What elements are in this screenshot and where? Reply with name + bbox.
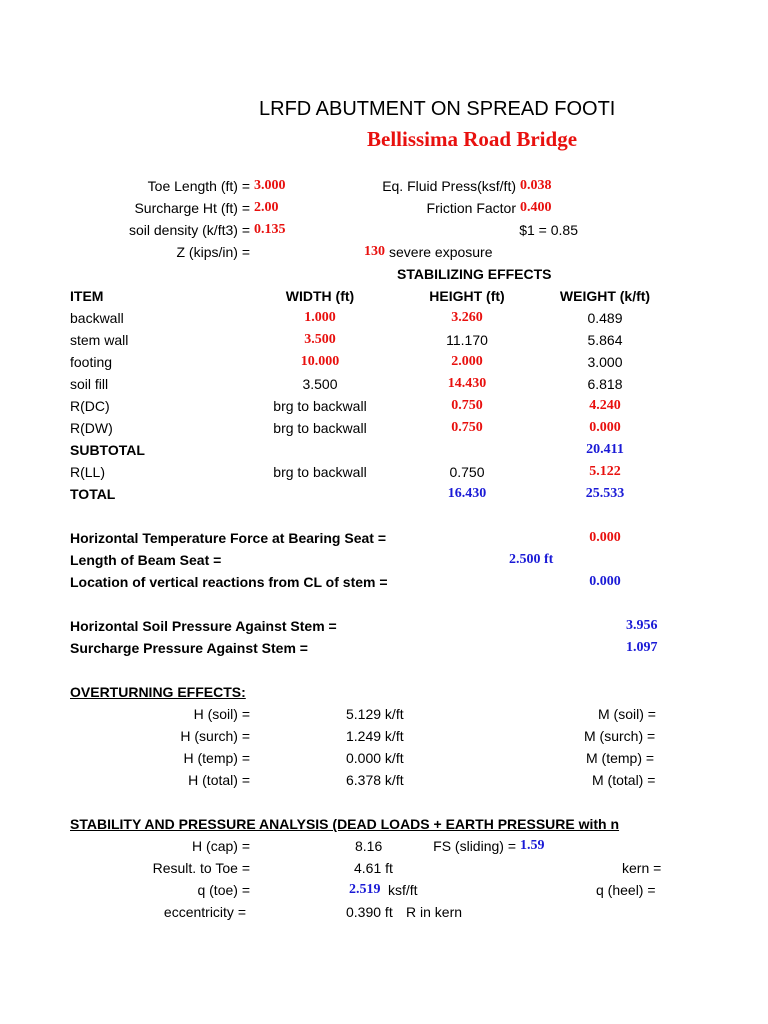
table-row-weight: 0.489 xyxy=(587,310,623,326)
toe-length-value: 3.000 xyxy=(254,178,286,193)
surcharge-height-label: Surcharge Ht (ft) = xyxy=(134,200,250,216)
beam-seat-value: 2.500 ft xyxy=(509,552,554,567)
table-row-width: 3.500 xyxy=(302,376,338,392)
table-row-weight: 25.533 xyxy=(585,486,625,501)
eccentricity-label: eccentricity = xyxy=(163,904,246,920)
h-cap-label: H (cap) = xyxy=(192,838,250,854)
stabilizing-heading: STABILIZING EFFECTS xyxy=(397,266,552,282)
temp-force-label: Horizontal Temperature Force at Bearing Seat = xyxy=(70,530,386,546)
table-row-height: 0.750 xyxy=(449,464,485,480)
z-note: severe exposure xyxy=(389,244,493,260)
kern-label: kern = xyxy=(622,860,662,876)
q-toe-unit: ksf/ft xyxy=(388,882,418,898)
table-row-height: 2.000 xyxy=(451,354,483,369)
table-row-width: 1.000 xyxy=(304,310,336,325)
page-title: LRFD ABUTMENT ON SPREAD FOOTI xyxy=(259,98,616,120)
beam-seat-label: Length of Beam Seat = xyxy=(70,552,222,568)
col-header-item: ITEM xyxy=(70,288,104,304)
result-to-toe-value: 4.61 ft xyxy=(354,860,393,876)
soil-pressure-label: Horizontal Soil Pressure Against Stem = xyxy=(70,618,337,634)
z-value: 130 xyxy=(364,244,385,259)
table-row-height: 3.260 xyxy=(451,310,483,325)
m-temp-label: M (temp) = xyxy=(586,750,655,766)
project-name: Bellissima Road Bridge xyxy=(367,127,578,151)
vertical-reaction-location-label: Location of vertical reactions from CL of stem = xyxy=(70,574,388,590)
vertical-reaction-location-value: 0.000 xyxy=(589,574,621,589)
h-cap-value: 8.16 xyxy=(355,838,383,854)
table-row-item: TOTAL xyxy=(70,486,116,502)
phi-factor: $1 = 0.85 xyxy=(519,222,578,238)
q-heel-label: q (heel) = xyxy=(596,882,656,898)
table-row-weight: 4.240 xyxy=(589,398,621,413)
z-label: Z (kips/in) = xyxy=(176,244,250,260)
h-surch-label: H (surch) = xyxy=(180,728,250,744)
table-row-weight: 20.411 xyxy=(586,442,624,457)
table-row-height: 14.430 xyxy=(447,376,487,391)
h-temp-label: H (temp) = xyxy=(183,750,250,766)
col-header-height: HEIGHT (ft) xyxy=(429,288,505,304)
table-row-height: 0.750 xyxy=(451,398,483,413)
toe-length-label: Toe Length (ft) = xyxy=(147,178,250,194)
stability-heading: STABILITY AND PRESSURE ANALYSIS (DEAD LOADS + EARTH PRESSURE with n xyxy=(70,816,620,832)
q-toe-label: q (toe) = xyxy=(197,882,250,898)
overturning-heading: OVERTURNING EFFECTS: xyxy=(70,684,246,700)
table-row-item: backwall xyxy=(70,310,124,326)
table-row-height: 0.750 xyxy=(451,420,483,435)
fs-sliding-value: 1.59 xyxy=(520,838,545,853)
table-row-weight: 5.122 xyxy=(589,464,621,479)
h-total-value: 6.378 k/ft xyxy=(346,772,404,788)
surcharge-height-value: 2.00 xyxy=(254,200,279,215)
table-row-weight: 5.864 xyxy=(587,332,623,348)
table-row-width: brg to backwall xyxy=(273,464,367,480)
h-total-label: H (total) = xyxy=(188,772,250,788)
h-soil-label: H (soil) = xyxy=(193,706,250,722)
result-to-toe-label: Result. to Toe = xyxy=(152,860,250,876)
table-row-item: R(LL) xyxy=(70,464,106,480)
h-soil-value: 5.129 k/ft xyxy=(346,706,404,722)
table-row-item: footing xyxy=(70,354,113,370)
temp-force-value: 0.000 xyxy=(589,530,621,545)
surcharge-pressure-value: 1.097 xyxy=(626,640,658,655)
h-temp-value: 0.000 k/ft xyxy=(346,750,404,766)
table-row-item: R(DW) xyxy=(70,420,113,436)
col-header-width: WIDTH (ft) xyxy=(285,288,355,304)
m-total-label: M (total) = xyxy=(592,772,656,788)
m-surch-label: M (surch) = xyxy=(584,728,656,744)
table-row-weight: 3.000 xyxy=(587,354,623,370)
eccentricity-value: 0.390 ft xyxy=(346,904,393,920)
friction-factor-label: Friction Factor xyxy=(426,200,516,216)
table-row-width: 10.000 xyxy=(300,354,340,369)
eq-fluid-value: 0.038 xyxy=(520,178,552,193)
table-row-item: SUBTOTAL xyxy=(70,442,145,458)
table-row-height: 11.170 xyxy=(446,332,488,348)
table-row-width: brg to backwall xyxy=(273,398,367,414)
soil-pressure-value: 3.956 xyxy=(626,618,658,633)
table-row-width: brg to backwall xyxy=(273,420,367,436)
q-toe-value: 2.519 xyxy=(349,882,381,897)
h-surch-value: 1.249 k/ft xyxy=(346,728,404,744)
kern-check-note: R in kern xyxy=(406,904,463,920)
fs-sliding-label: FS (sliding) = xyxy=(433,838,516,854)
eq-fluid-label: Eq. Fluid Press(ksf/ft) xyxy=(382,178,516,194)
soil-density-label: soil density (k/ft3) = xyxy=(129,222,250,238)
table-row-weight: 0.000 xyxy=(589,420,621,435)
table-row-width: 3.500 xyxy=(304,332,336,347)
table-row-height: 16.430 xyxy=(447,486,487,501)
m-soil-label: M (soil) = xyxy=(598,706,656,722)
soil-density-value: 0.135 xyxy=(254,222,286,237)
table-row-item: stem wall xyxy=(70,332,129,348)
table-row-item: R(DC) xyxy=(70,398,110,414)
col-header-weight: WEIGHT (k/ft) xyxy=(559,288,651,304)
friction-factor-value: 0.400 xyxy=(520,200,552,215)
surcharge-pressure-label: Surcharge Pressure Against Stem = xyxy=(70,640,308,656)
table-row-weight: 6.818 xyxy=(587,376,623,392)
table-row-item: soil fill xyxy=(70,376,109,392)
